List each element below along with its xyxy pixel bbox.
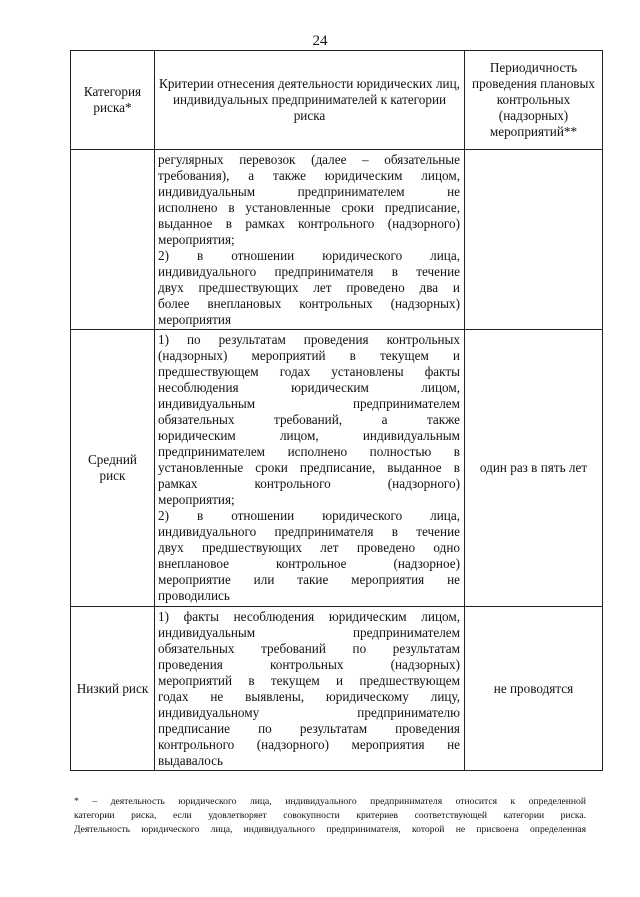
criteria-line: мероприятия; [158,492,235,507]
criteria-line: рамках контрольного (надзорного) [158,476,460,491]
table-row [71,607,603,771]
criteria-line: более внеплановых контрольных (надзорных) [158,295,460,311]
periodicity-cell: не проводятся [465,607,603,771]
criteria-line: внеплановое контрольное (надзорное) [158,556,460,571]
criteria-line: индивидуального предпринимателя в течение [158,263,460,279]
criteria-line: мероприятия [158,311,232,327]
criteria-line: индивидуальным предпринимателем не [158,183,460,199]
criteria-line: установленные сроки предписание, выданное в [158,460,460,475]
criteria-line: двух предшествующих лет проведено два и [158,279,460,295]
table-row [71,150,603,330]
criteria-line: юридическим лицом, индивидуальным [158,428,460,443]
criteria-line: 2) в отношении юридического лица, [158,247,460,263]
criteria-line: контрольного (надзорного) мероприятия не [158,736,460,752]
criteria-line: требования), а также юридическим лицом, [158,167,460,183]
criteria-line: индивидуальным предпринимателем [158,396,460,411]
table-row [71,330,603,607]
criteria-line: предшествующем годах установлены факты [158,364,460,379]
criteria-cell [155,607,465,771]
criteria-cell [155,330,465,607]
criteria-line: обязательных требований по результатам [158,640,460,656]
table-header-row [71,51,603,150]
category-cell: Средний риск [71,330,155,607]
criteria-line: годах не выявлены, юридическому лицу, [158,688,460,704]
criteria-line: индивидуальному предпринимателю [158,704,460,720]
criteria-line: индивидуального предпринимателя в течение [158,524,460,539]
criteria-line: выданное в рамках контрольного (надзорного) [158,215,460,231]
footnote-line: Деятельность юридического лица, индивидуального предпринимателя, которой не присвоена определенная [74,824,586,835]
criteria-line: регулярных перевозок (далее – обязательные [158,151,460,167]
header-category: Категория риска* [71,51,155,150]
criteria-cell [155,150,465,330]
category-cell [71,150,155,330]
criteria-line: проведения контрольных (надзорных) [158,656,460,672]
criteria-line: мероприятий в текущем и предшествующем [158,672,460,688]
criteria-line: предписание по результатам проведения [158,720,460,736]
criteria-line: исполнено в установленные сроки предписание, [158,199,460,215]
category-cell: Низкий риск [71,607,155,771]
footnote-line: * – деятельность юридического лица, индивидуального предпринимателя относится к определенной [74,796,586,807]
page-number: 24 [312,33,328,49]
criteria-line: несоблюдения юридическим лицом, [158,380,460,395]
criteria-line: (надзорных) мероприятий в текущем и [158,348,460,363]
criteria-line: 1) по результатам проведения контрольных [158,332,460,347]
header-periodicity: Периодичность проведения плановых контрольных (надзорных) мероприятий** [465,51,603,150]
risk-criteria-table [70,50,603,771]
periodicity-cell [465,150,603,330]
criteria-line: 1) факты несоблюдения юридическим лицом, [158,608,460,624]
criteria-line: двух предшествующих лет проведено одно [158,540,460,555]
criteria-line: предпринимателем исполнено полностью в [158,444,460,459]
criteria-line: обязательных требований, а также [158,412,460,427]
header-criteria: Критерии отнесения деятельности юридических лиц, индивидуальных предпринимателей к категории риска [155,51,465,150]
criteria-line: 2) в отношении юридического лица, [158,508,460,523]
criteria-line: выдавалось [158,752,224,768]
periodicity-cell: один раз в пять лет [465,330,603,607]
criteria-line: мероприятия; [158,231,235,247]
criteria-line: проводились [158,588,230,603]
criteria-line: индивидуальным предпринимателем [158,624,460,640]
criteria-line: мероприятие или такие мероприятия не [158,572,460,587]
footnote [74,795,586,837]
footnote-line: категории риска, если удовлетворяет совокупности критериев соответствующей категории риска. [74,810,586,821]
